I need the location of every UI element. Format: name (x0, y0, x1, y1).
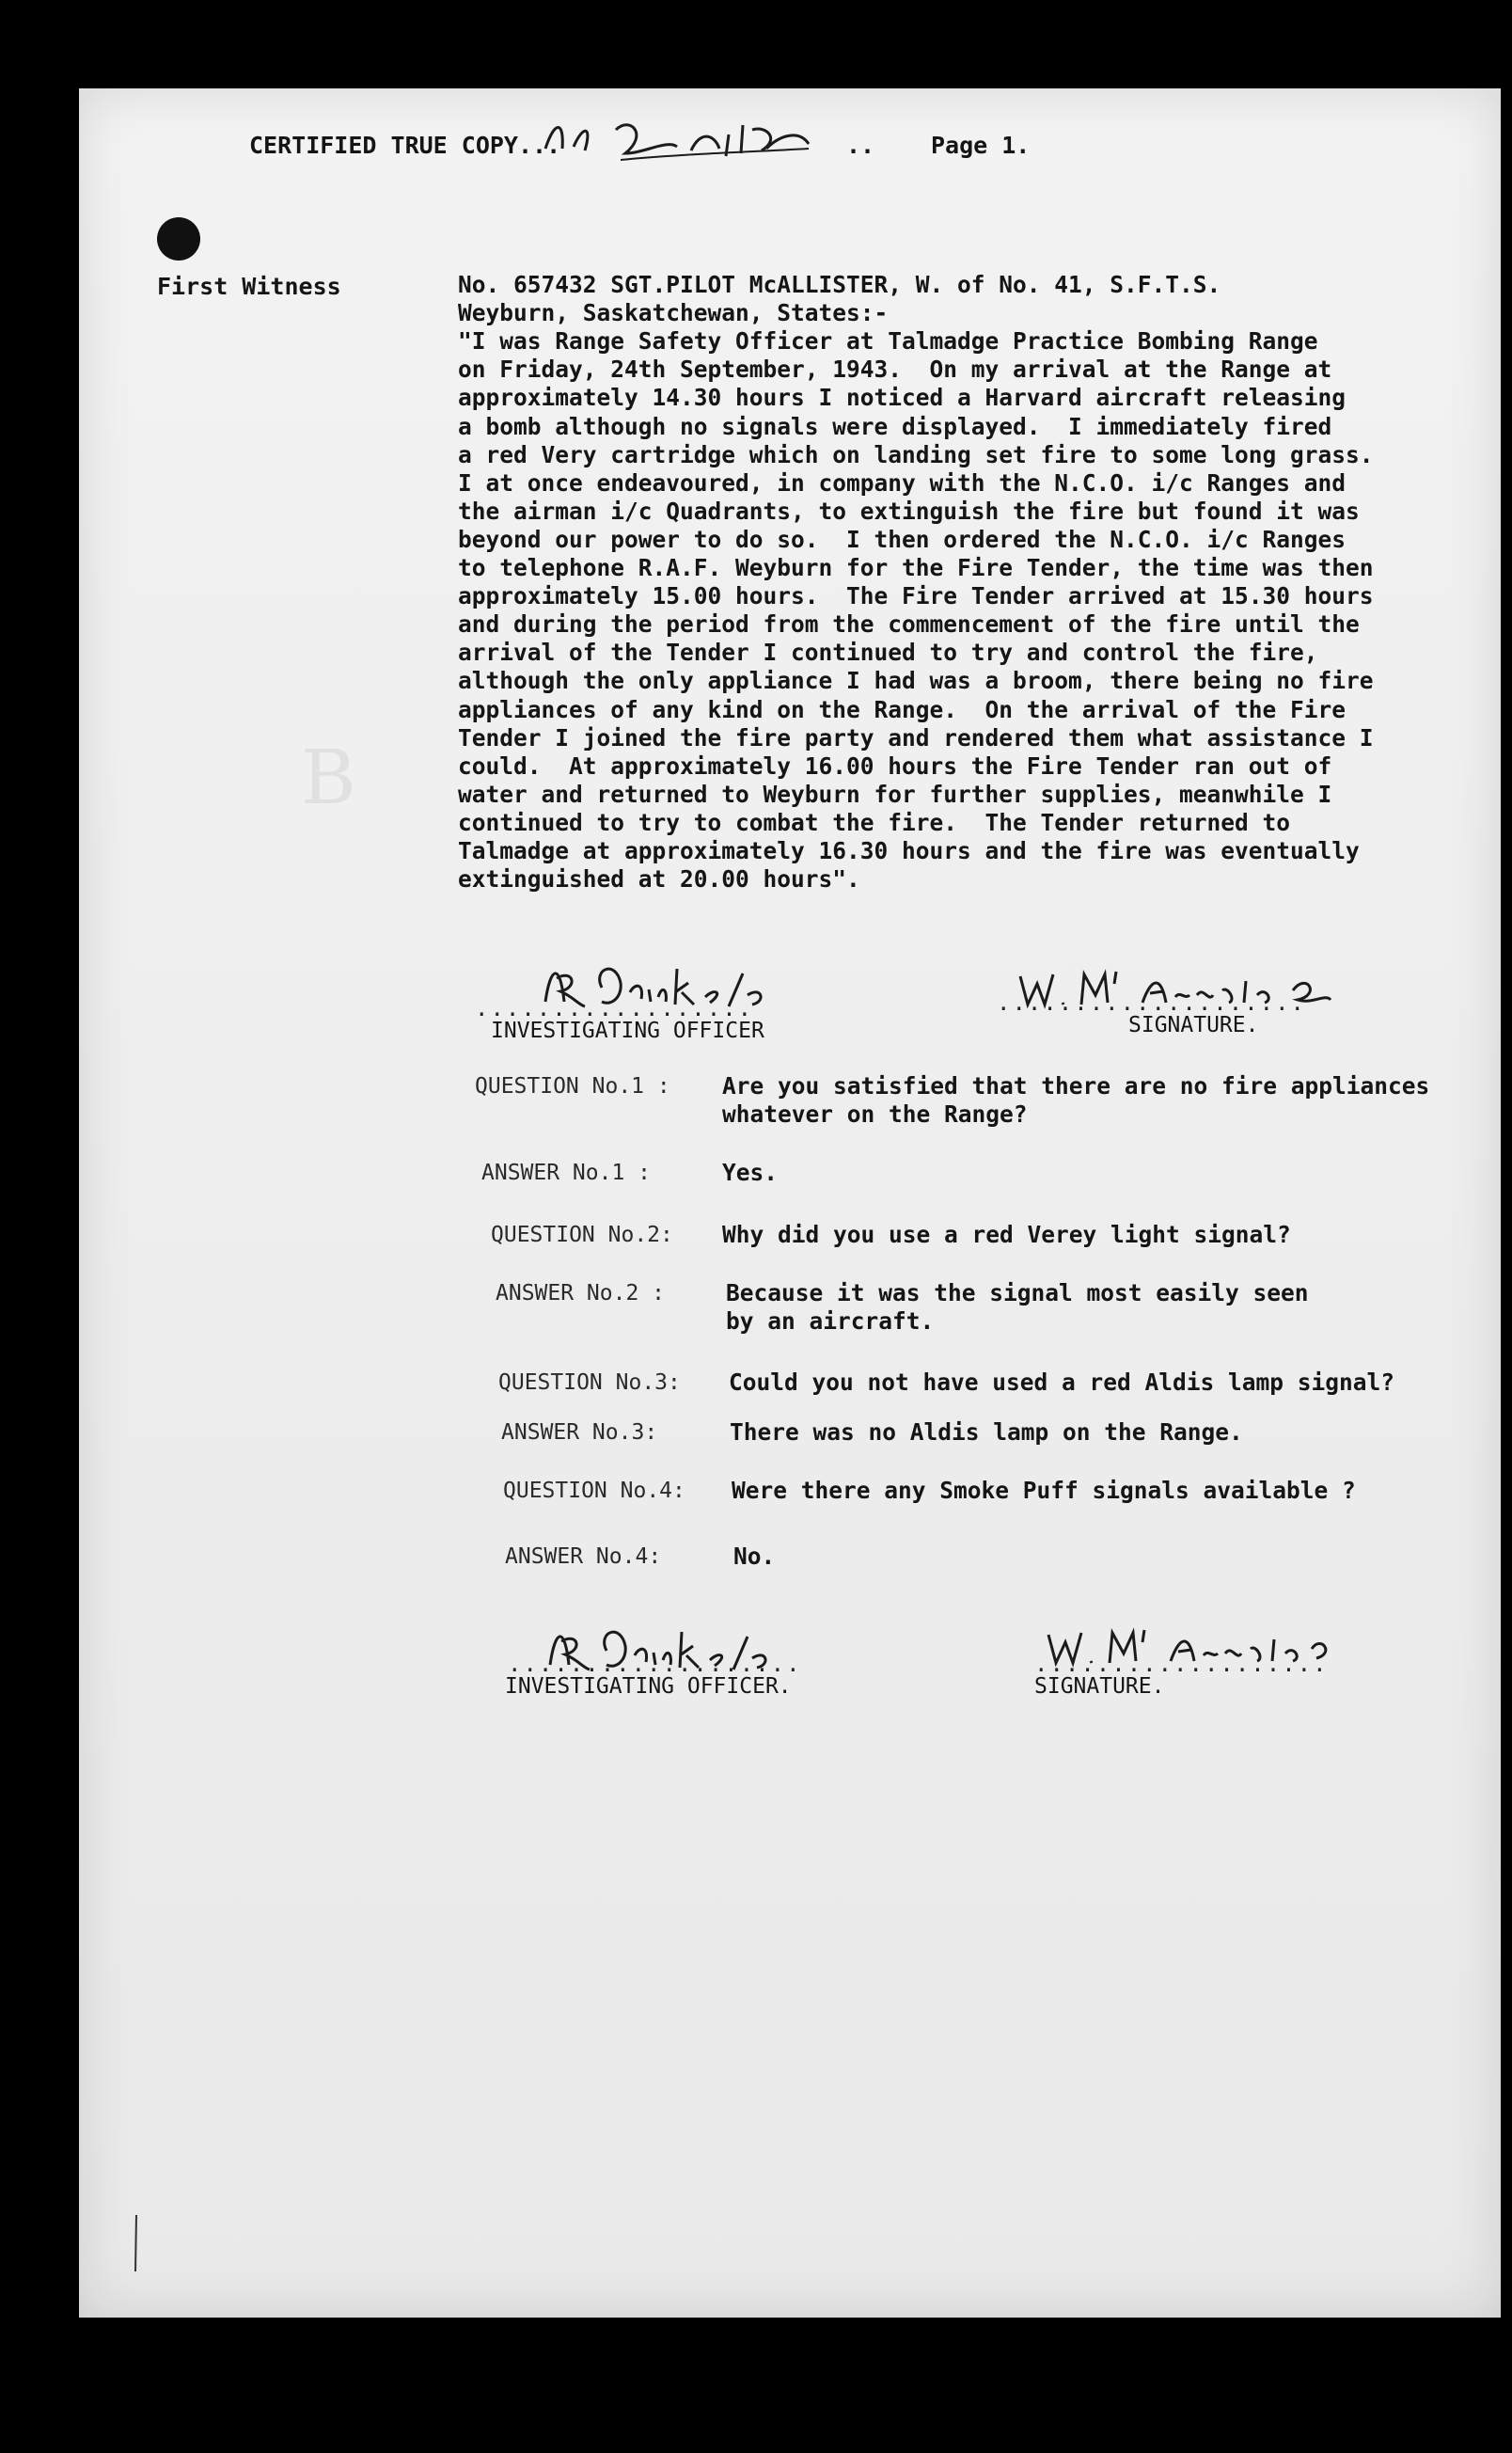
answer-label: ANSWER No.1 : (481, 1161, 652, 1185)
question-label: QUESTION No.1 : (475, 1074, 670, 1099)
certifying-signature (527, 111, 884, 167)
statement-line: Tender I joined the fire party and rendered them what assistance I (458, 723, 1374, 752)
answer-text: No. (733, 1543, 776, 1570)
answer-text: Yes. (722, 1159, 779, 1186)
signature-caption-2: SIGNATURE. (1034, 1674, 1165, 1699)
statement-line: approximately 15.00 hours. The Fire Tender arrived at 15.30 hours (458, 582, 1374, 610)
statement-line: and during the period from the commencement of the fire until the (458, 610, 1360, 639)
statement-line: a red Very cartridge which on landing set fire to some long grass. (458, 440, 1374, 468)
question-text: Were there any Smoke Puff signals available ? (732, 1477, 1356, 1504)
investigating-officer-caption-2: INVESTIGATING OFFICER. (505, 1674, 792, 1699)
statement-line: to telephone R.A.F. Weyburn for the Fire Tender, the time was then (458, 554, 1374, 581)
answer-label: ANSWER No.2 : (496, 1281, 666, 1306)
question-label: QUESTION No.4: (503, 1479, 685, 1503)
witness-signature-line-2: ................... (1034, 1651, 1329, 1677)
statement-line: extinguished at 20.00 hours". (458, 865, 860, 894)
question-text: Are you satisfied that there are no fire appliances (722, 1072, 1430, 1100)
statement-line: approximately 14.30 hours I noticed a Harvard aircraft releasing (458, 384, 1347, 412)
statement-line: "I was Range Safety Officer at Talmadge Practice Bombing Range (458, 327, 1318, 356)
page-number: Page 1. (931, 132, 1031, 159)
statement-line: although the only appliance I had was a broom, there being no fire (458, 667, 1374, 695)
officer-signature-line-2: ................... (508, 1651, 802, 1677)
answer-text: There was no Aldis lamp on the Range. (730, 1418, 1243, 1446)
answer-label: ANSWER No.4: (505, 1544, 662, 1569)
header-dots: .. (846, 132, 875, 159)
answer-label: ANSWER No.3: (501, 1420, 658, 1445)
question-text: Could you not have used a red Aldis lamp signal? (729, 1369, 1395, 1396)
statement-line: water and returned to Weyburn for further supplies, meanwhile I (458, 780, 1332, 808)
margin-mark (134, 2215, 139, 2271)
punch-hole (157, 217, 200, 261)
officer-signature-line-1: .................. (475, 995, 754, 1021)
answer-text: by an aircraft. (726, 1307, 935, 1335)
statement-line: Weyburn, Saskatchewan, States:- (458, 299, 889, 327)
answer-text: Because it was the signal most easily seen (726, 1279, 1309, 1306)
statement-line: Talmadge at approximately 16.30 hours and the fire was eventually (458, 837, 1360, 864)
statement-line: arrival of the Tender I continued to try and control the fire, (458, 639, 1318, 667)
statement-line: I at once endeavoured, in company with the N.C.O. i/c Ranges and (458, 468, 1347, 497)
witness-signature-line-1: .................... (997, 989, 1306, 1016)
question-label: QUESTION No.2: (491, 1223, 673, 1247)
statement-line: appliances of any kind on the Range. On the arrival of the Fire (458, 695, 1347, 723)
certified-true-copy-label: CERTIFIED TRUE COPY... (249, 132, 561, 159)
statement-line: on Friday, 24th September, 1943. On my arrival at the Range at (458, 356, 1332, 384)
statement-line: a bomb although no signals were displayed. I immediately fired (458, 412, 1332, 440)
question-text: whatever on the Range? (722, 1100, 1028, 1128)
statement-line: could. At approximately 16.00 hours the Fire Tender ran out of (458, 752, 1332, 780)
faint-stamp-mark: B (301, 734, 356, 821)
statement-line: No. 657432 SGT.PILOT McALLISTER, W. of No. 41, S.F.T.S. (458, 271, 1221, 298)
statement-line: continued to try to combat the fire. The Tender returned to (458, 808, 1291, 836)
statement-line: the airman i/c Quadrants, to extinguish the fire but found it was (458, 497, 1360, 525)
first-witness-label: First Witness (157, 273, 341, 300)
signature-caption-1: SIGNATURE. (1128, 1013, 1259, 1037)
statement-line: beyond our power to do so. I then ordered the N.C.O. i/c Ranges (458, 525, 1347, 553)
question-text: Why did you use a red Verey light signal? (722, 1221, 1291, 1248)
question-label: QUESTION No.3: (498, 1370, 681, 1395)
investigating-officer-caption-1: INVESTIGATING OFFICER (491, 1019, 764, 1043)
